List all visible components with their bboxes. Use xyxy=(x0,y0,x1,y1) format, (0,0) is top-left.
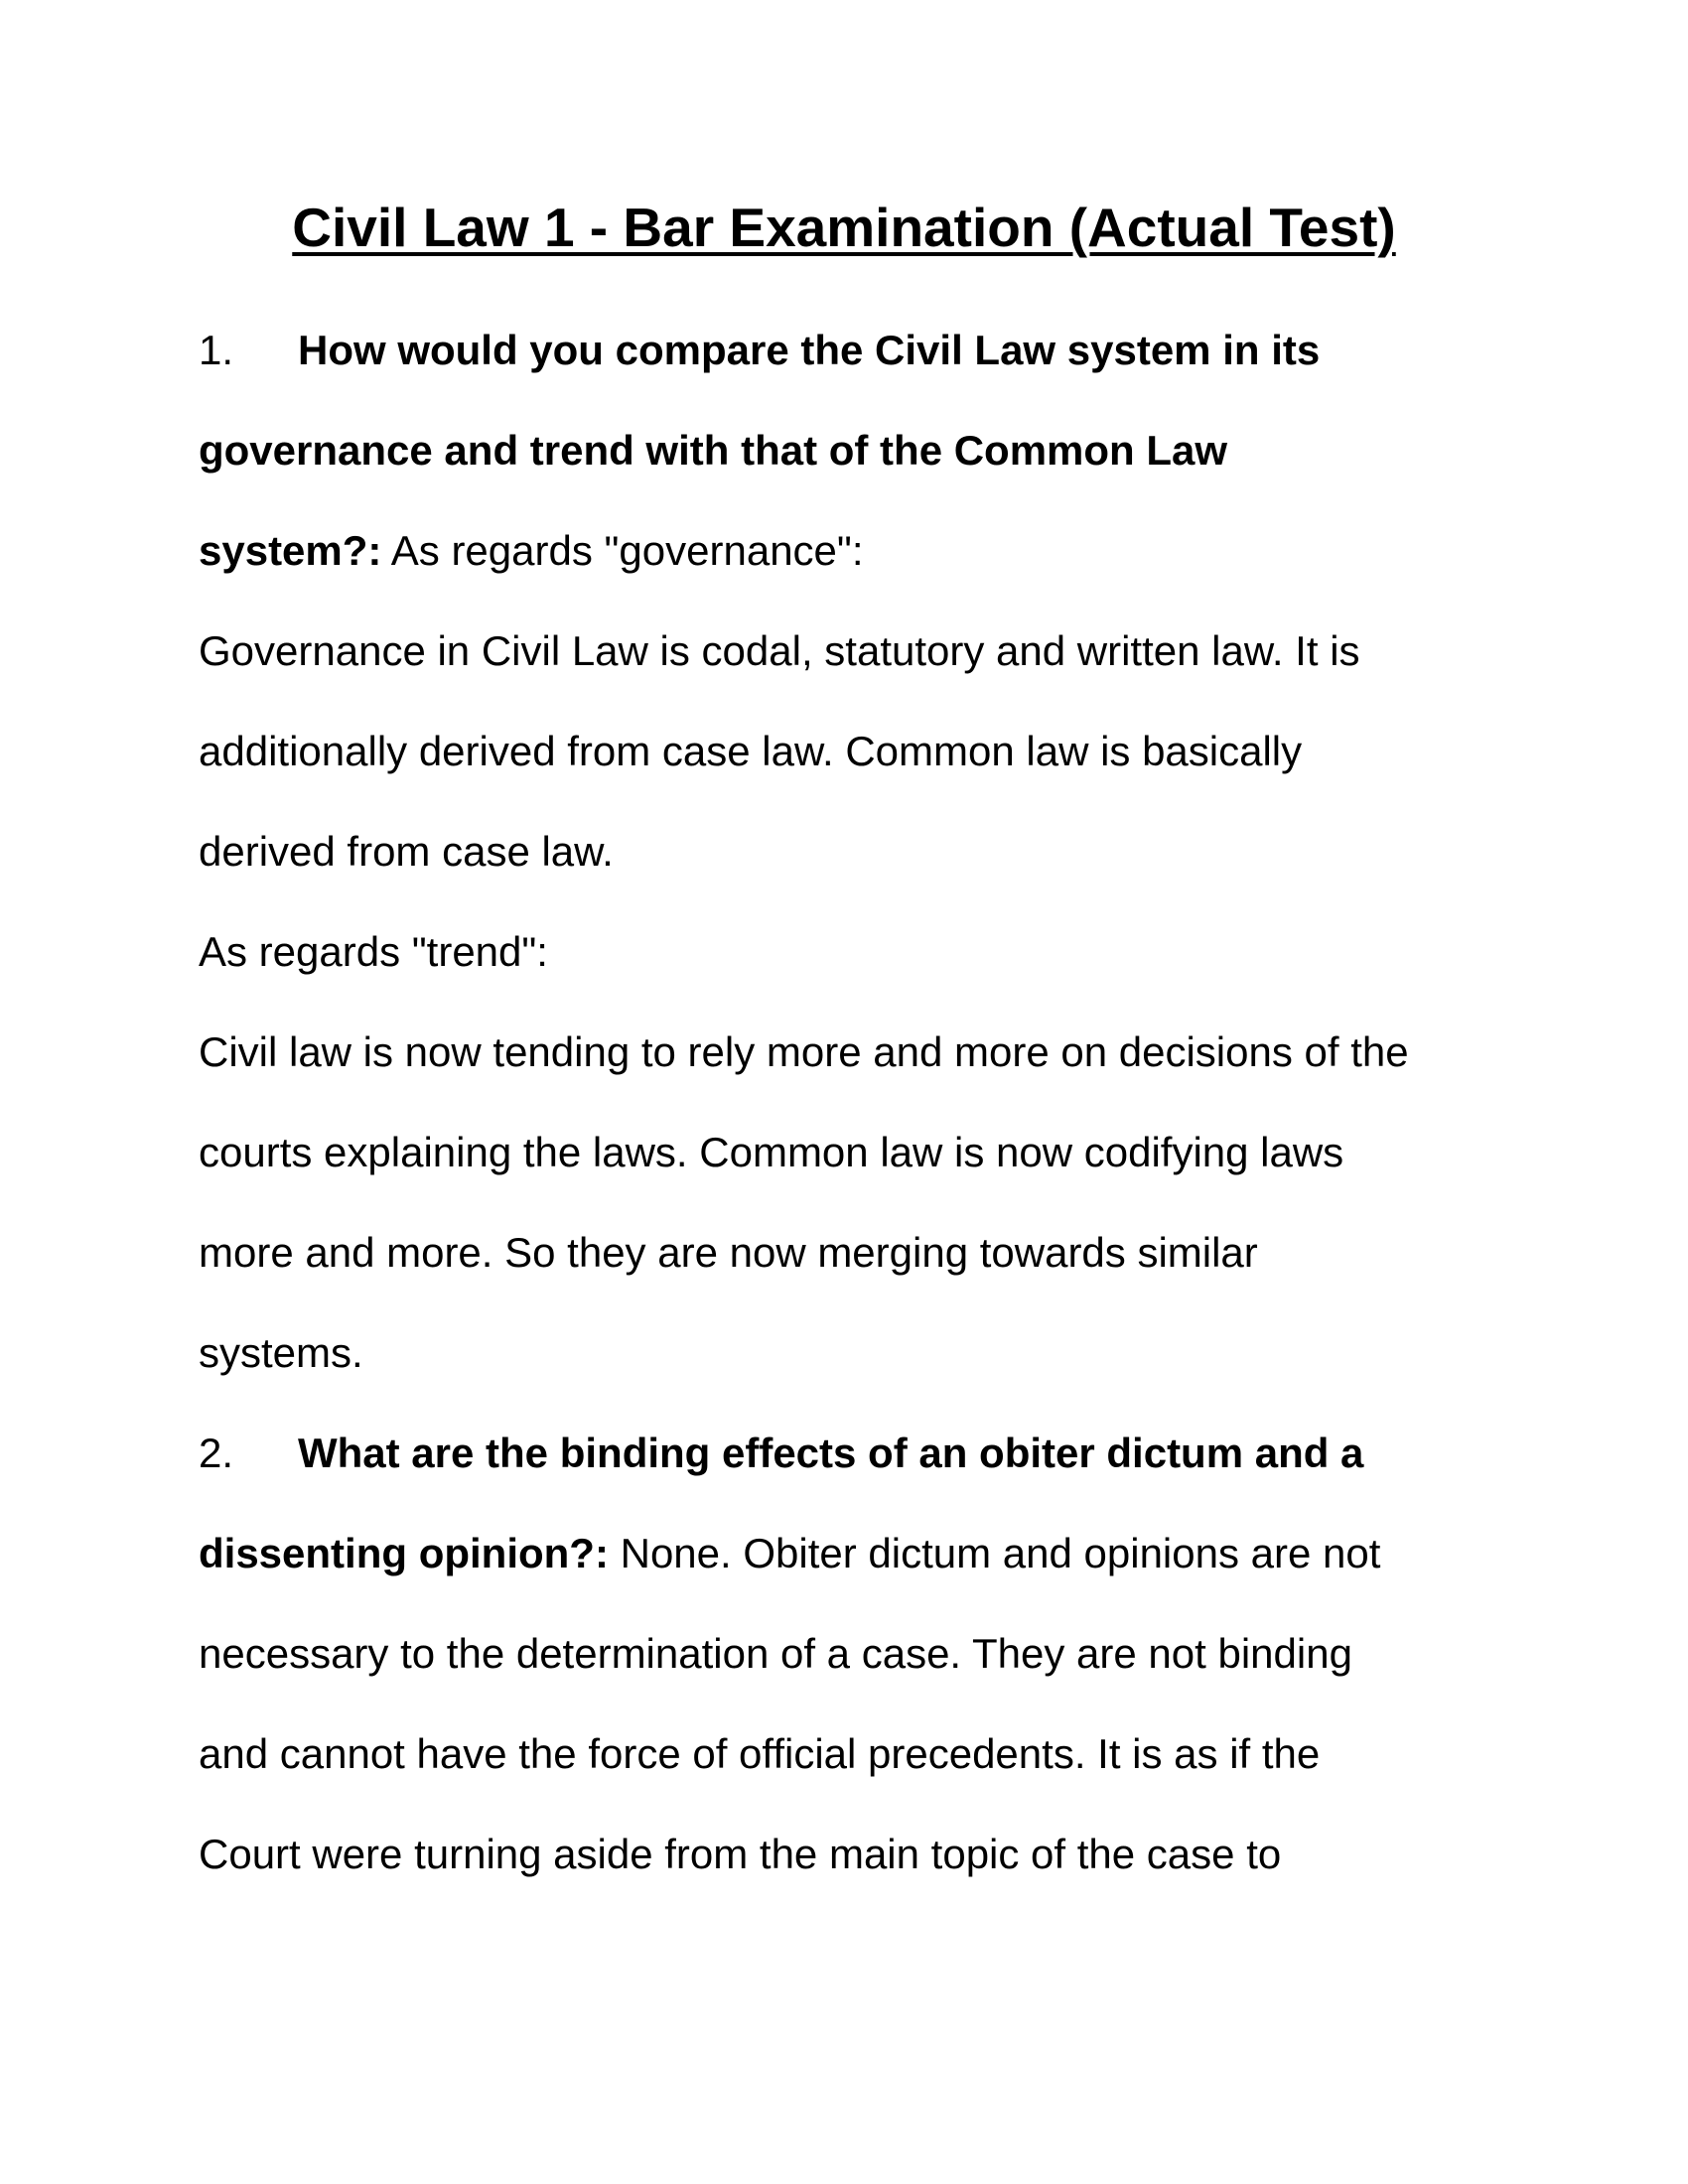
answer-text: As regards "governance": xyxy=(381,527,864,574)
question-line xyxy=(199,1403,1499,1503)
answer-line: more and more. So they are now merging towards similar xyxy=(199,1229,1258,1276)
answer-line: and cannot have the force of official precedents. It is as if the xyxy=(199,1730,1321,1777)
answer-line: systems. xyxy=(199,1329,363,1376)
question-text: dissenting opinion?: xyxy=(199,1530,609,1576)
answer-line: Governance in Civil Law is codal, statutory and written law. It is xyxy=(199,627,1360,674)
question-line xyxy=(199,400,1499,500)
answer-line: derived from case law. xyxy=(199,828,614,875)
question-line xyxy=(199,500,1499,601)
question-text: What are the binding effects of an obiter dictum and a xyxy=(298,1430,1364,1476)
question-text: governance and trend with that of the Common Law xyxy=(199,427,1228,474)
question-number: 1. xyxy=(199,327,234,373)
question-line xyxy=(199,1503,1499,1603)
question-text: system?: xyxy=(199,527,382,574)
answer-line: As regards "trend": xyxy=(199,928,548,975)
question-text: How would you compare the Civil Law system in its xyxy=(298,327,1321,373)
question-1 xyxy=(199,300,1499,1403)
question-number: 2. xyxy=(199,1430,234,1476)
answer-text: None. Obiter dictum and opinions are not xyxy=(608,1530,1381,1576)
question-2 xyxy=(199,1403,1499,1904)
answer-line: additionally derived from case law. Common law is basically xyxy=(199,728,1303,774)
answer-line: Court were turning aside from the main topic of the case to xyxy=(199,1831,1282,1877)
page-title: Civil Law 1 - Bar Examination (Actual Test) xyxy=(292,197,1396,258)
document-body xyxy=(199,300,1499,1904)
answer-line: necessary to the determination of a case. They are not binding xyxy=(199,1630,1352,1677)
question-line xyxy=(199,300,1499,400)
answer-line: courts explaining the laws. Common law is now codifying laws xyxy=(199,1129,1344,1175)
answer-line: Civil law is now tending to rely more and more on decisions of the xyxy=(199,1028,1409,1075)
